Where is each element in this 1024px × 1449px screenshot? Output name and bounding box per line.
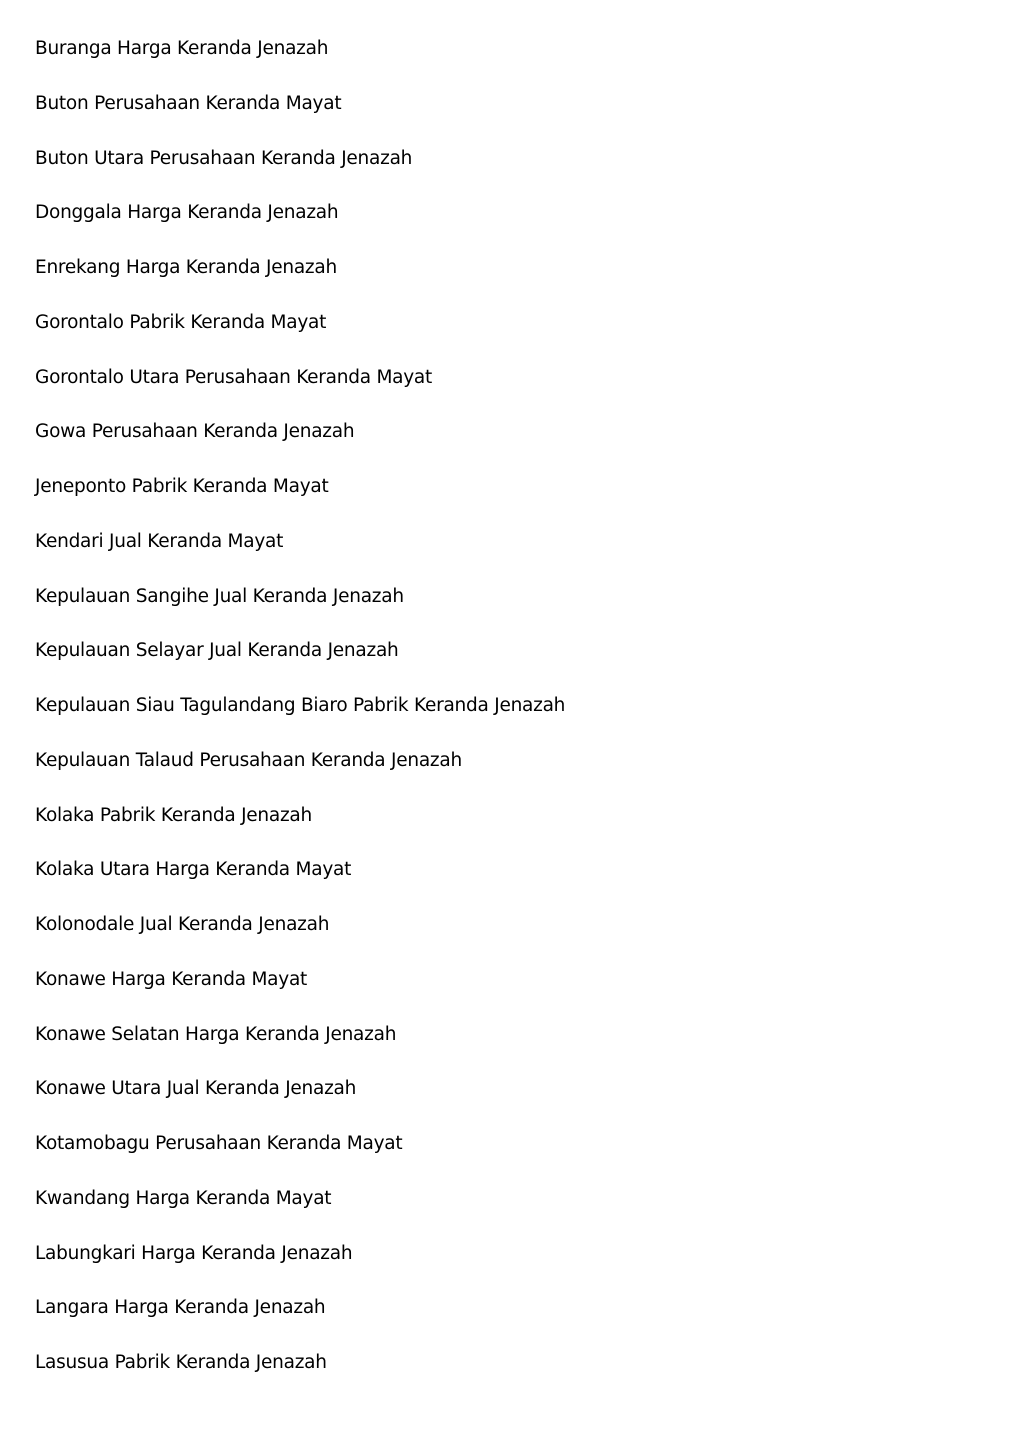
list-item: Labungkari Harga Keranda Jenazah: [35, 1242, 353, 1264]
list-item: Gorontalo Pabrik Keranda Mayat: [35, 311, 327, 333]
list-item: Kepulauan Selayar Jual Keranda Jenazah: [35, 640, 399, 662]
list-item: Enrekang Harga Keranda Jenazah: [35, 257, 337, 278]
list-item: Konawe Utara Jual Keranda Jenazah: [35, 1078, 357, 1100]
list-item: Gorontalo Utara Perusahaan Keranda Mayat: [35, 366, 433, 388]
list-item: Kwandang Harga Keranda Mayat: [35, 1187, 332, 1209]
list-item: Kepulauan Sangihe Jual Keranda Jenazah: [35, 585, 404, 607]
list-item: Langara Harga Keranda Jenazah: [35, 1297, 326, 1319]
list-item: Gowa Perusahaan Keranda Jenazah: [35, 421, 355, 443]
list-item: Buton Utara Perusahaan Keranda Jenazah: [35, 147, 413, 169]
list-item: Kotamobagu Perusahaan Keranda Mayat: [35, 1133, 403, 1154]
list-item: Donggala Harga Keranda Jenazah: [35, 202, 339, 224]
list-item: Lasusua Pabrik Keranda Jenazah: [35, 1352, 327, 1373]
keyword-list: [35, 37, 995, 1406]
list-item: Kendari Jual Keranda Mayat: [35, 530, 284, 552]
list-item: Buton Perusahaan Keranda Mayat: [35, 92, 342, 114]
list-item: Konawe Harga Keranda Mayat: [35, 968, 308, 990]
list-item: Kolonodale Jual Keranda Jenazah: [35, 914, 330, 935]
list-item: Kolaka Pabrik Keranda Jenazah: [35, 804, 312, 826]
list-item: Kepulauan Talaud Perusahaan Keranda Jenazah: [35, 749, 462, 771]
list-item: Kepulauan Siau Tagulandang Biaro Pabrik Keranda Jenazah: [35, 695, 566, 716]
list-item: Buranga Harga Keranda Jenazah: [35, 38, 329, 59]
list-item: Konawe Selatan Harga Keranda Jenazah: [35, 1023, 397, 1045]
list-item: Kolaka Utara Harga Keranda Mayat: [35, 859, 352, 881]
list-item: Jeneponto Pabrik Keranda Mayat: [35, 476, 329, 497]
